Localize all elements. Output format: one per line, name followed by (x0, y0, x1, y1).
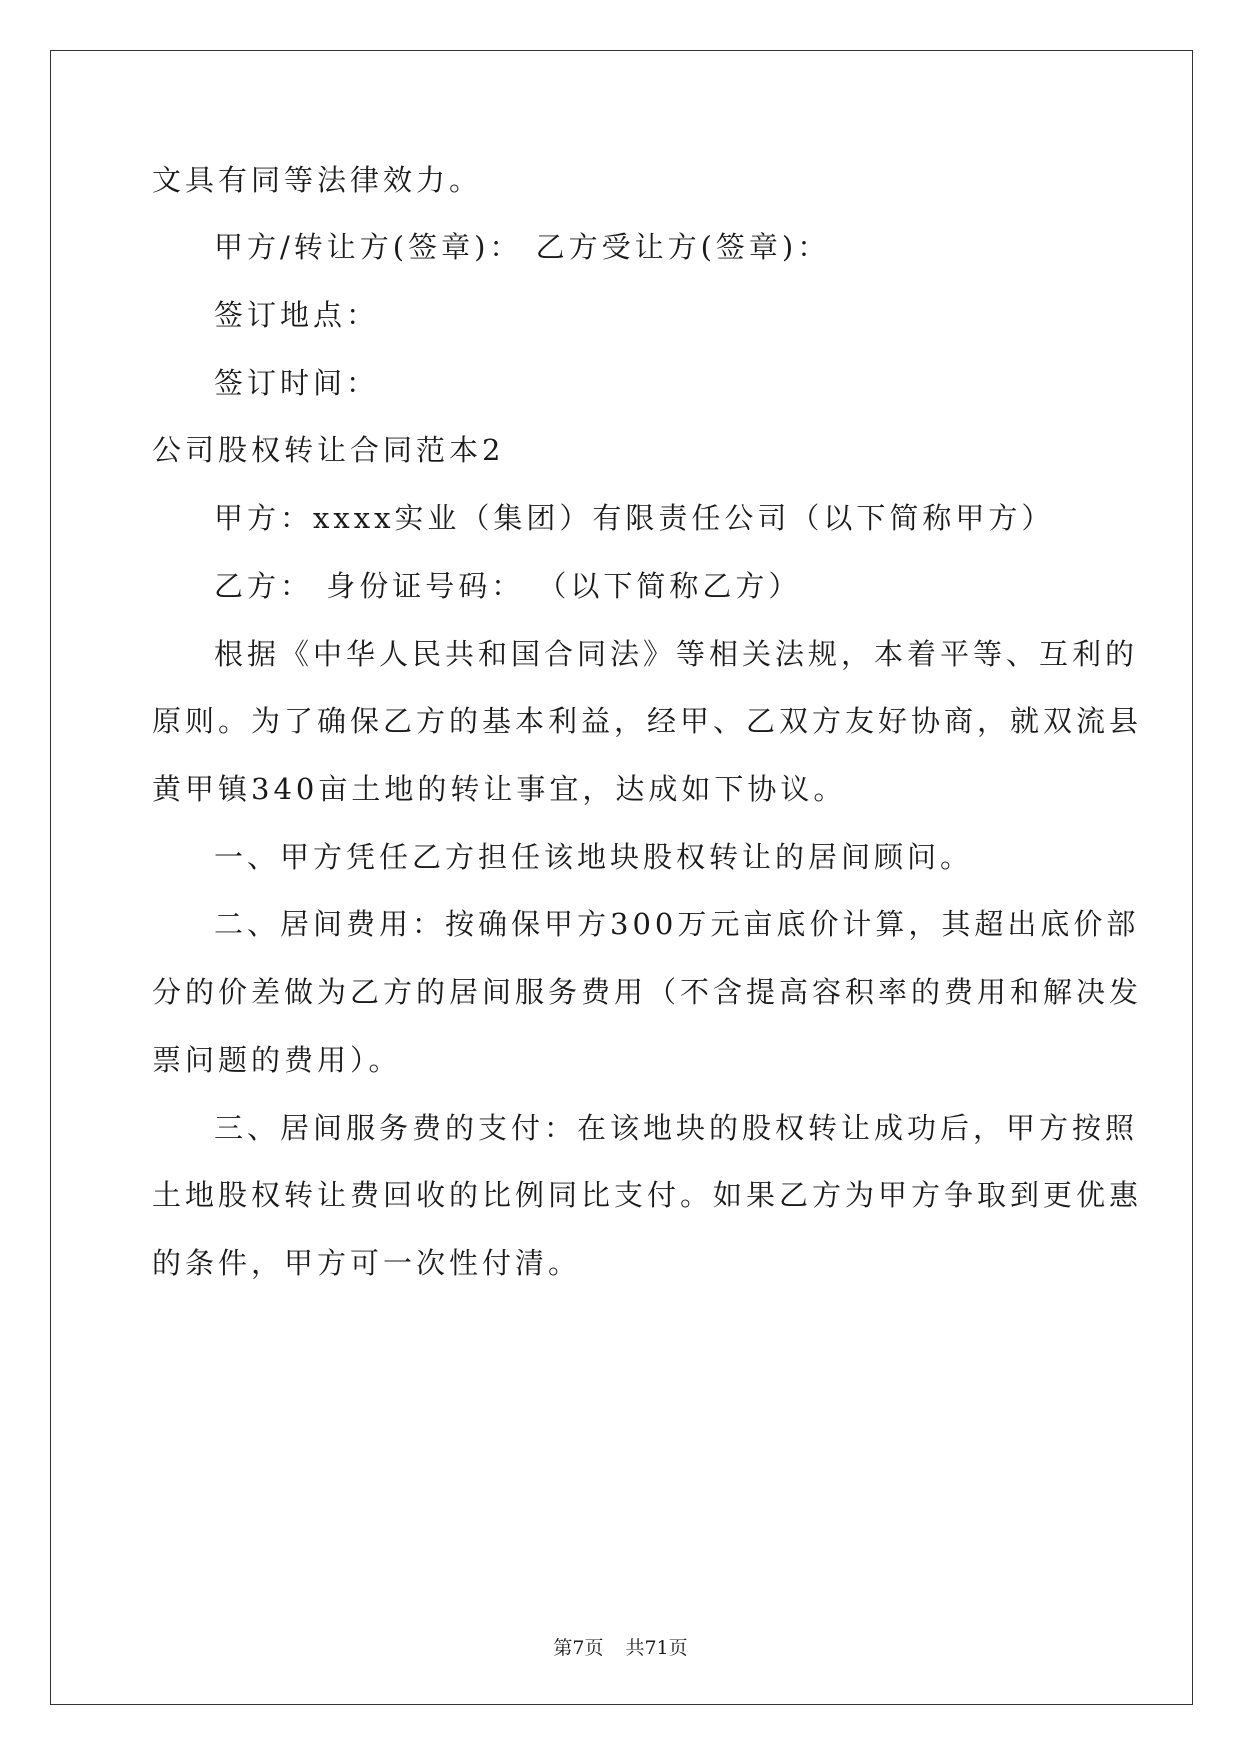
body-line: 分的价差做为乙方的居间服务费用（不含提高容积率的费用和解决发 (152, 975, 1143, 1009)
body-line: 土地股权转让费回收的比例同比支付。如果乙方为甲方争取到更优惠 (152, 1178, 1143, 1212)
clause-2: 二、居间费用：按确保甲方300万元亩底价计算，其超出底价部 (214, 907, 1140, 941)
body-line: 的条件，甲方可一次性付清。 (152, 1246, 582, 1280)
body-line: 根据《中华人民共和国合同法》等相关法规，本着平等、互利的 (214, 637, 1139, 671)
signing-time: 签订时间： (214, 366, 380, 400)
clause-1: 一、甲方凭任乙方担任该地块股权转让的居间顾问。 (214, 840, 974, 874)
body-line: 票问题的费用）。 (152, 1043, 402, 1077)
body-line: 文具有同等法律效力。 (152, 163, 483, 197)
clause-3: 三、居间服务费的支付：在该地块的股权转让成功后，甲方按照 (214, 1111, 1139, 1145)
signature-line: 甲方/转让方(签章)： 乙方受让方(签章)： (214, 230, 831, 264)
party-a: 甲方：xxxx实业（集团）有限责任公司（以下简称甲方） (214, 501, 1055, 535)
body-line: 黄甲镇340亩土地的转让事宜，达成如下协议。 (152, 772, 847, 806)
body-line: 原则。为了确保乙方的基本利益，经甲、乙双方友好协商，就双流县 (152, 704, 1143, 738)
page-footer (0, 1636, 1241, 1660)
party-b: 乙方： 身份证号码： （以下简称乙方） (214, 569, 802, 603)
section-title: 公司股权转让合同范本2 (152, 433, 505, 467)
page-total: 共71页 (625, 1637, 688, 1659)
page-number: 第7页 (553, 1637, 604, 1659)
signing-place: 签订地点： (214, 298, 380, 332)
